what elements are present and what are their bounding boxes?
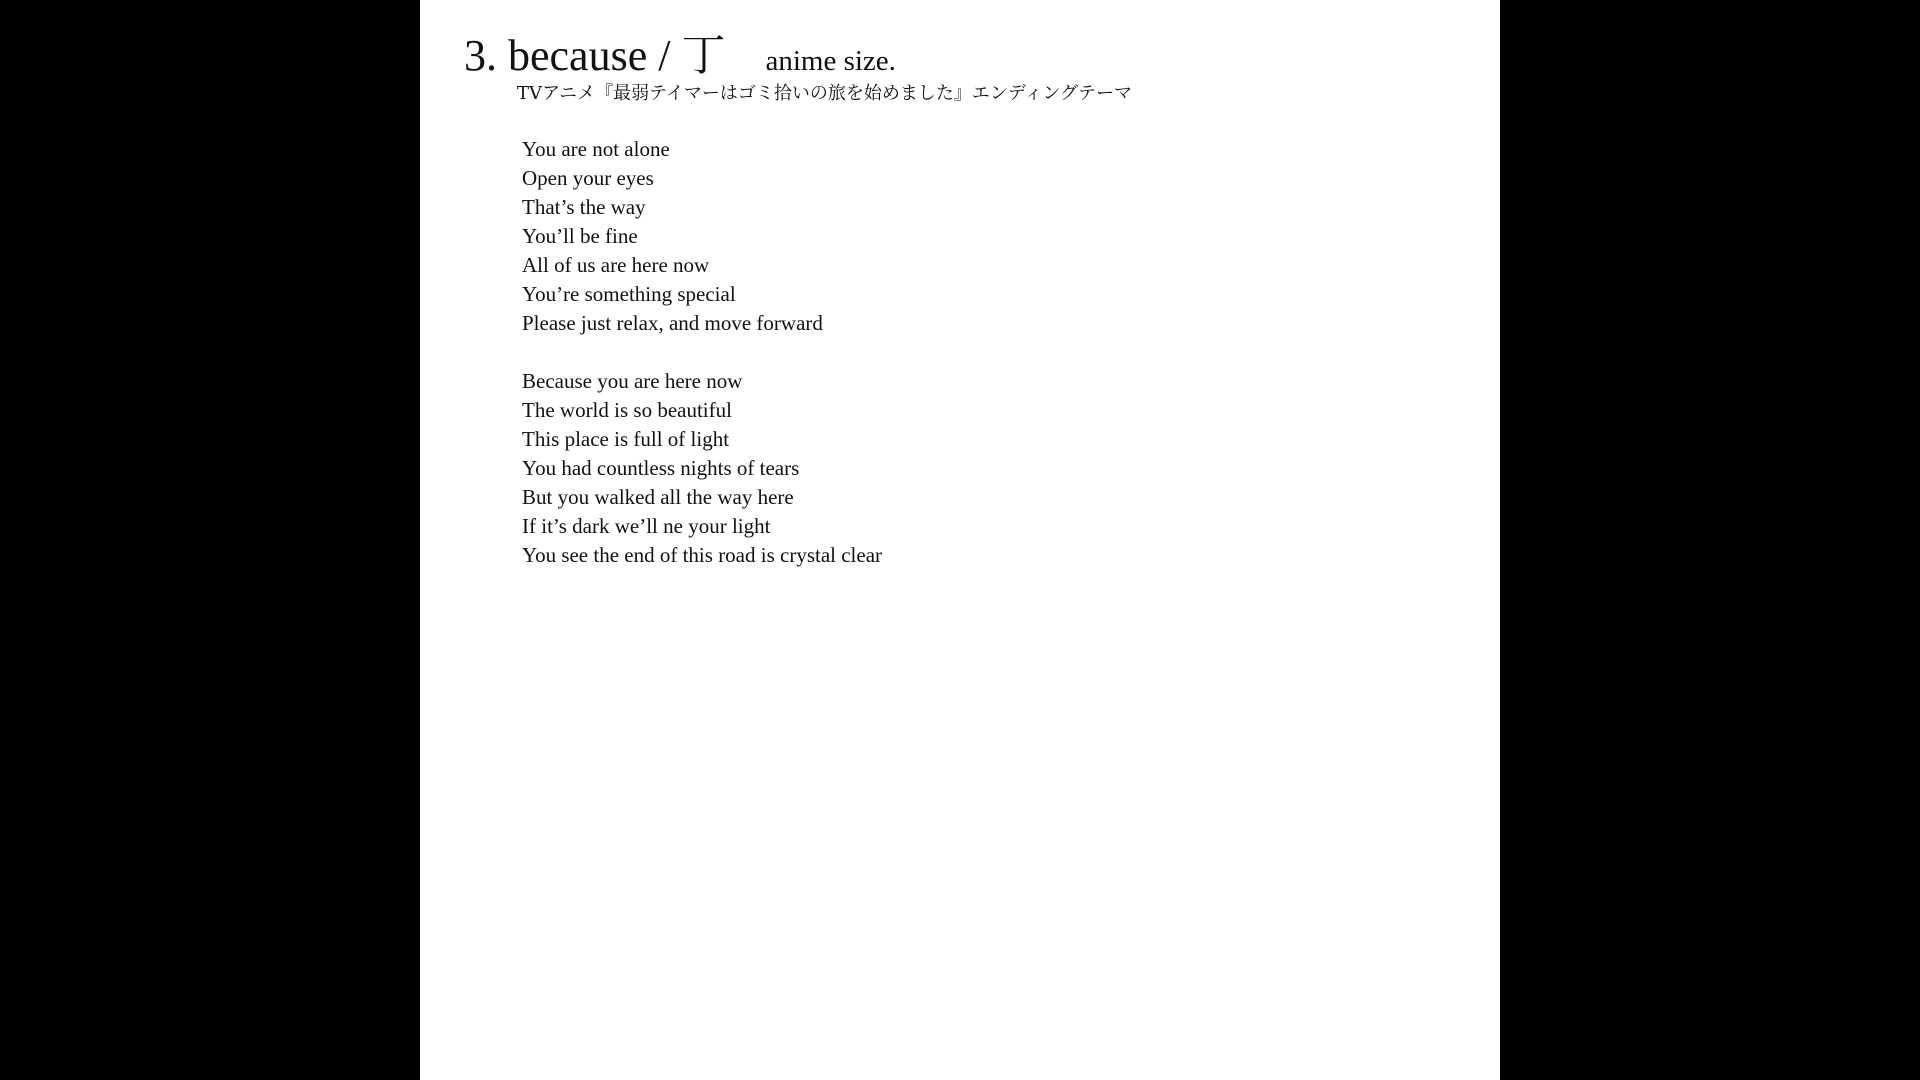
stanza-1 [522,135,882,338]
stanza-2 [522,367,882,570]
lyric-line: If it’s dark we’ll ne your light [522,514,771,538]
page-subtitle: TVアニメ『最弱テイマーはゴミ拾いの旅を始めました』エンディングテーマ [517,83,1133,104]
lyric-line: Because you are here now [522,369,743,393]
lyric-line: The world is so beautiful [522,398,732,422]
title-row [464,30,896,82]
lyric-line: All of us are here now [522,253,710,277]
page-title: 3. because / 丁 [464,31,726,80]
lyric-line: You’re something special [522,282,736,306]
lyric-line: That’s the way [522,195,646,219]
lyric-line: You’ll be fine [522,224,638,248]
lyrics-page [420,0,1500,1080]
lyric-line: This place is full of light [522,427,730,451]
lyric-line: You see the end of this road is crystal clear [522,543,883,567]
lyric-line: You had countless nights of tears [522,456,800,480]
lyrics-body [522,135,882,599]
lyric-line: You are not alone [522,137,670,161]
size-note: anime size. [765,45,896,77]
lyric-line: Please just relax, and move forward [522,311,823,335]
lyric-line: But you walked all the way here [522,485,794,509]
lyric-line: Open your eyes [522,166,654,190]
